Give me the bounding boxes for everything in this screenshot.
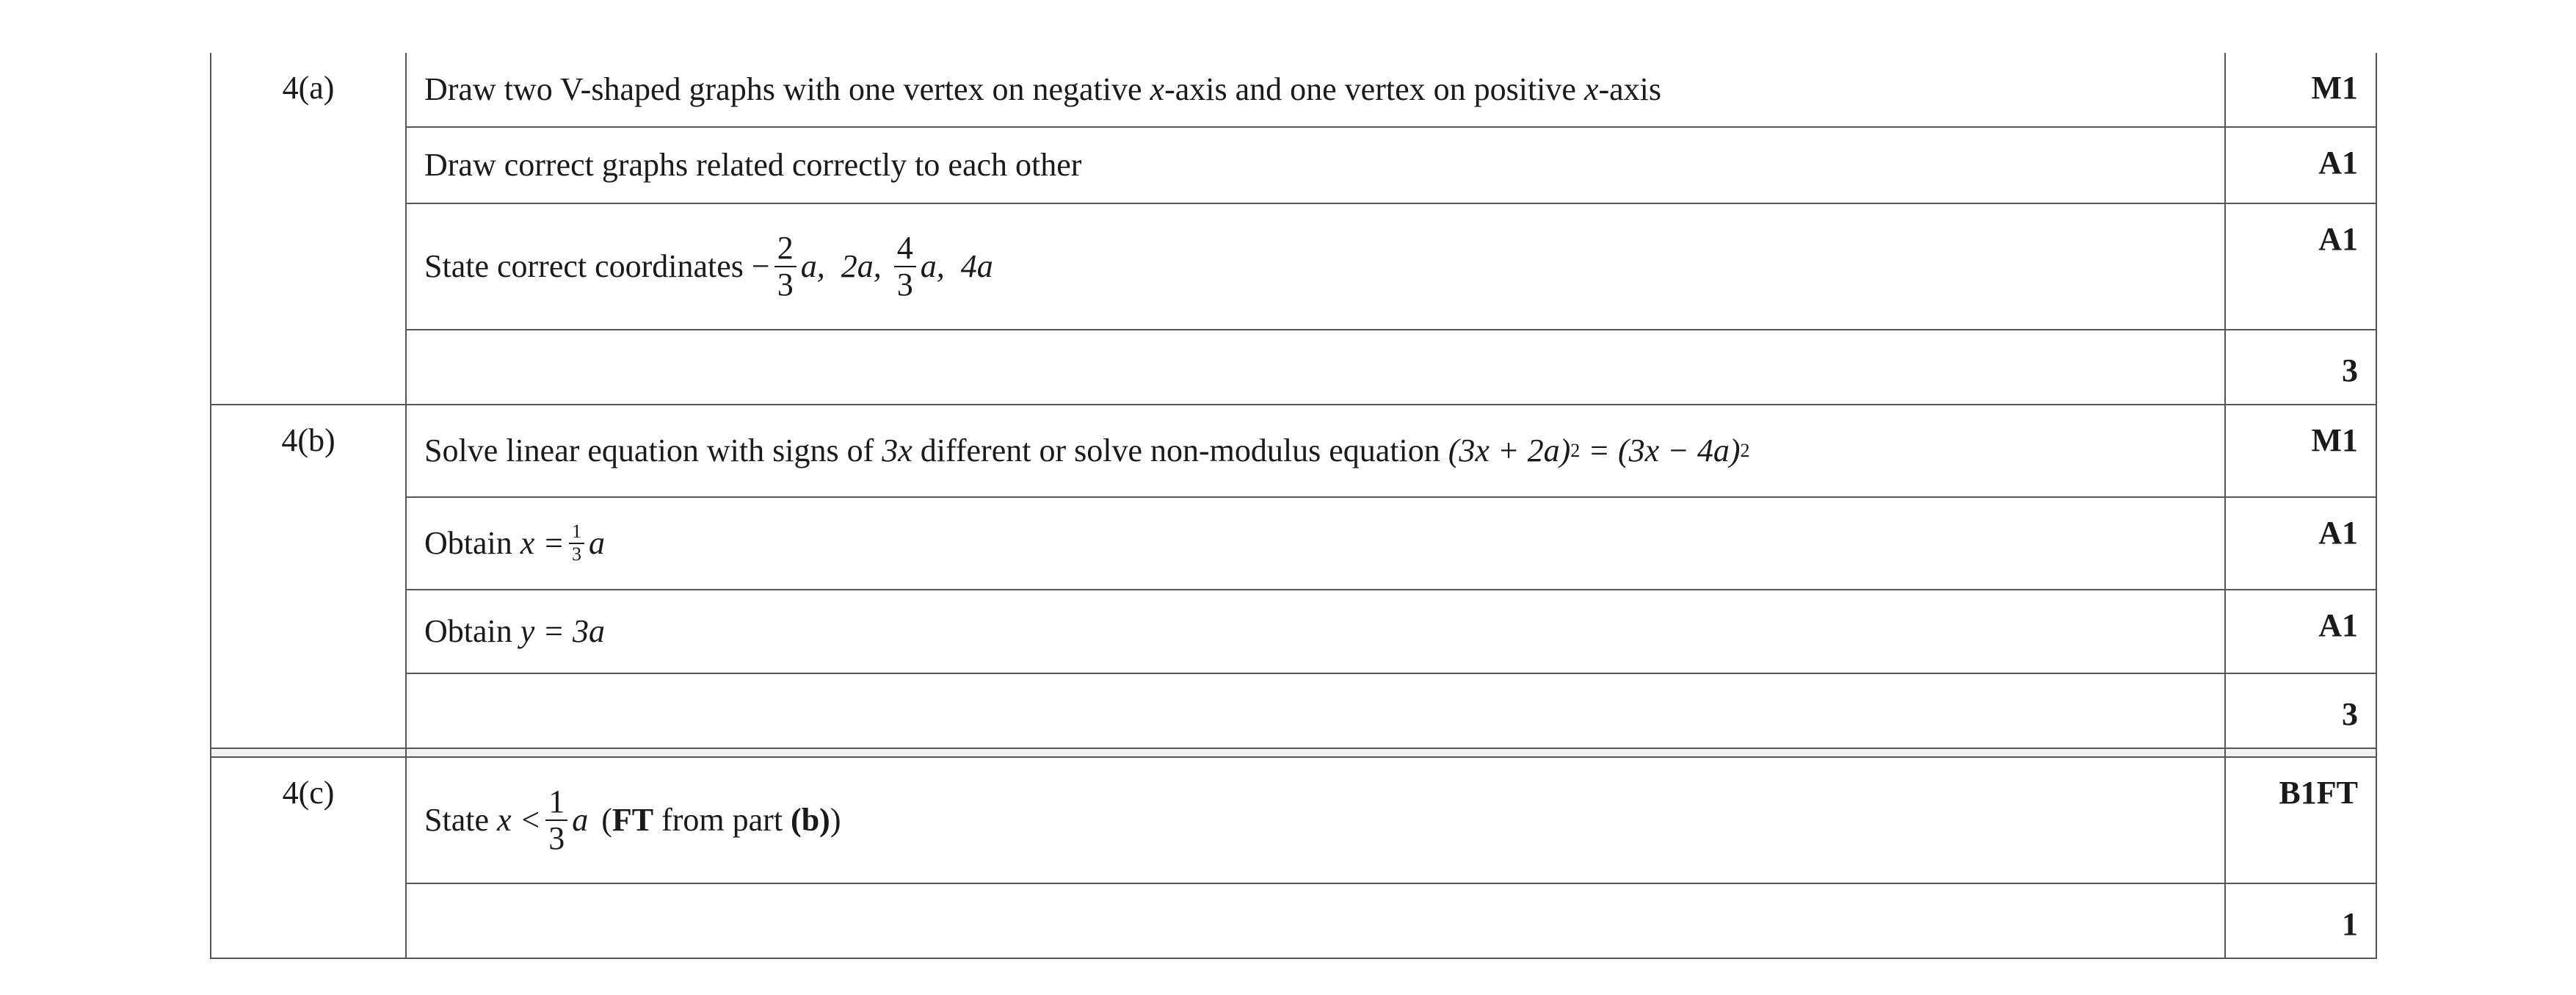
fraction-denominator: 3: [572, 543, 581, 565]
total-cell: 3: [2225, 330, 2376, 405]
criterion-cell: [406, 757, 2225, 883]
fraction-denominator: 3: [896, 267, 913, 303]
math-expr: a, 2a,: [800, 247, 890, 284]
table-row: [211, 497, 2376, 590]
criterion-cell: [406, 405, 2225, 497]
criterion-text: different or solve non-modulus equation: [912, 432, 1448, 468]
fraction-numerator: 1: [569, 521, 584, 544]
criterion-text: Solve linear equation with signs of: [424, 432, 882, 468]
criterion-cell: [406, 590, 2225, 673]
math-var: a: [589, 524, 605, 561]
table-row: [211, 757, 2376, 883]
mark-cell: B1FT: [2225, 757, 2376, 883]
question-label-4a: 4(a): [211, 53, 406, 405]
empty-cell: [406, 673, 2225, 748]
question-label-4b: 4(b): [211, 405, 406, 748]
fraction-numerator: 1: [545, 784, 567, 821]
math-expr: y = 3a: [520, 612, 605, 649]
empty-cell: [406, 330, 2225, 405]
fraction: [894, 231, 916, 303]
table-row: [211, 53, 2376, 127]
mark-cell: M1: [2225, 405, 2376, 497]
mark-cell: A1: [2225, 127, 2376, 203]
criterion-text: from part: [653, 801, 791, 838]
table-row: [211, 330, 2376, 405]
empty-cell: [406, 883, 2225, 958]
fraction-numerator: 2: [774, 231, 797, 267]
total-cell: 3: [2225, 673, 2376, 748]
fraction-denominator: 3: [548, 820, 565, 856]
criterion-text: Obtain: [424, 524, 520, 561]
table-row: [211, 405, 2376, 497]
criterion-cell: [406, 203, 2225, 330]
criterion-text: Obtain: [424, 612, 520, 649]
math-expr: (3x + 2a): [1448, 432, 1571, 468]
separator-cell: [211, 748, 406, 757]
table-row: [211, 883, 2376, 958]
question-label-4c: 4(c): [211, 757, 406, 958]
part-ref: (b): [791, 801, 830, 838]
fraction: [545, 784, 567, 857]
fraction: [569, 521, 584, 565]
exponent: 2: [1570, 440, 1581, 462]
exponent: 2: [1740, 440, 1750, 462]
paren: (: [601, 801, 612, 838]
separator-cell: [2225, 748, 2376, 757]
math-expr: x =: [520, 524, 565, 561]
criterion-text: Draw two V-shaped graphs with one vertex on negative: [424, 70, 1150, 107]
mark-cell: M1: [2225, 53, 2376, 127]
separator-cell: [406, 748, 2225, 757]
criterion-cell: [406, 53, 2225, 127]
math-expr: x <: [496, 801, 542, 838]
criterion-cell: [406, 127, 2225, 203]
criterion-text: -axis and one vertex on positive: [1164, 70, 1584, 107]
math-expr: a, 4a: [920, 247, 993, 284]
mark-cell: A1: [2225, 590, 2376, 673]
criterion-text: State correct coordinates: [424, 247, 752, 284]
criterion-text: -axis: [1598, 70, 1661, 107]
paren: ): [830, 801, 841, 838]
fraction-denominator: 3: [777, 267, 794, 303]
fraction: [774, 231, 797, 303]
mark-scheme-table: [210, 53, 2377, 959]
table-row: [211, 673, 2376, 748]
section-separator: [211, 748, 2376, 757]
table-row: [211, 590, 2376, 673]
minus-sign: −: [751, 247, 770, 284]
criterion-cell: [406, 497, 2225, 590]
fraction-numerator: 4: [894, 231, 916, 267]
mark-cell: A1: [2225, 203, 2376, 330]
table-row: [211, 203, 2376, 330]
total-cell: 1: [2225, 883, 2376, 958]
criterion-text: State: [424, 801, 497, 838]
math-var: a: [572, 801, 589, 838]
math-var: 3x: [882, 432, 913, 468]
criterion-text: Draw correct graphs related correctly to each other: [424, 146, 1082, 183]
math-var: x: [1583, 70, 1599, 107]
math-var: x: [1150, 70, 1165, 107]
table-row: [211, 127, 2376, 203]
mark-cell: A1: [2225, 497, 2376, 590]
math-expr: = (3x − 4a): [1580, 432, 1741, 468]
ft-label: FT: [612, 801, 654, 838]
